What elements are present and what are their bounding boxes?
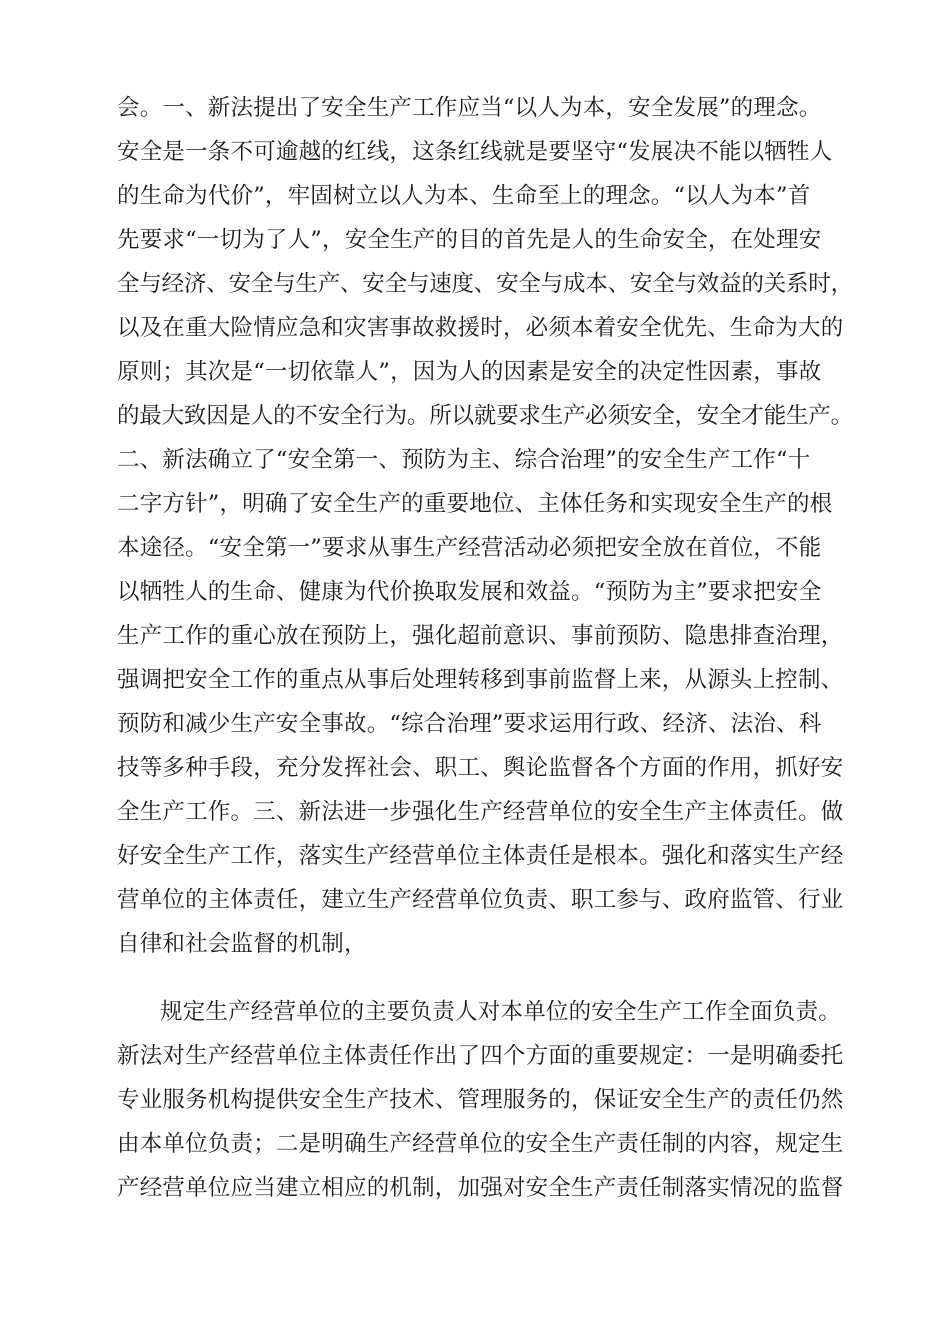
- text-line: 本途径。“安全第一”要求从事生产经营活动必须把安全放在首位，不能: [117, 535, 822, 561]
- text-line: 先要求“一切为了人”，安全生产的目的首先是人的生命安全，在处理安: [117, 227, 822, 253]
- text-line: 规定生产经营单位的主要负责人对本单位的安全生产工作全面负责。: [160, 999, 842, 1025]
- text-line: 专业服务机构提供安全生产技术、管理服务的，保证安全生产的责任仍然: [117, 1087, 844, 1113]
- text-line: 的生命为代价”，牢固树立以人为本、生命至上的理念。“以人为本”首: [117, 183, 811, 209]
- text-line: 生产工作的重心放在预防上，强化超前意识、事前预防、隐患排查治理，: [117, 623, 844, 649]
- text-line: 以及在重大险情应急和灾害事故救援时，必须本着安全优先、生命为大的: [117, 315, 844, 341]
- text-line: 由本单位负责；二是明确生产经营单位的安全生产责任制的内容，规定生: [117, 1131, 844, 1157]
- text-line: 以牺牲人的生命、健康为代价换取发展和效益。“预防为主”要求把安全: [117, 579, 822, 605]
- text-line: 全生产工作。三、新法进一步强化生产经营单位的安全生产主体责任。做: [117, 799, 844, 825]
- text-line: 二、新法确立了“安全第一、预防为主、综合治理”的安全生产工作“十: [117, 447, 811, 473]
- text-line: 自律和社会监督的机制，: [117, 931, 367, 957]
- text-line: 强调把安全工作的重点从事后处理转移到事前监督上来，从源头上控制、: [117, 667, 844, 693]
- text-line: 安全是一条不可逾越的红线，这条红线就是要坚守“发展决不能以牺牲人: [117, 139, 833, 165]
- text-line: 的最大致因是人的不安全行为。所以就要求生产必须安全，安全才能生产。: [117, 403, 853, 429]
- text-line: 产经营单位应当建立相应的机制，加强对安全生产责任制落实情况的监督: [117, 1175, 844, 1201]
- text-line: 预防和减少生产安全事故。“综合治理”要求运用行政、经济、法治、科: [117, 711, 822, 737]
- text-line: 营单位的主体责任，建立生产经营单位负责、职工参与、政府监管、行业: [117, 887, 844, 913]
- text-line: 会。一、新法提出了安全生产工作应当“以人为本，安全发展”的理念。: [117, 95, 822, 121]
- text-line: 好安全生产工作，落实生产经营单位主体责任是根本。强化和落实生产经: [117, 843, 844, 869]
- text-line: 技等多种手段，充分发挥社会、职工、舆论监督各个方面的作用，抓好安: [117, 755, 844, 781]
- text-line: 原则；其次是“一切依靠人”，因为人的因素是安全的决定性因素，事故: [117, 359, 822, 385]
- text-line: 新法对生产经营单位主体责任作出了四个方面的重要规定：一是明确委托: [117, 1043, 844, 1069]
- text-line: 二字方针”，明确了安全生产的重要地位、主体任务和实现安全生产的根: [117, 491, 833, 517]
- text-line: 全与经济、安全与生产、安全与速度、安全与成本、安全与效益的关系时，: [117, 271, 853, 297]
